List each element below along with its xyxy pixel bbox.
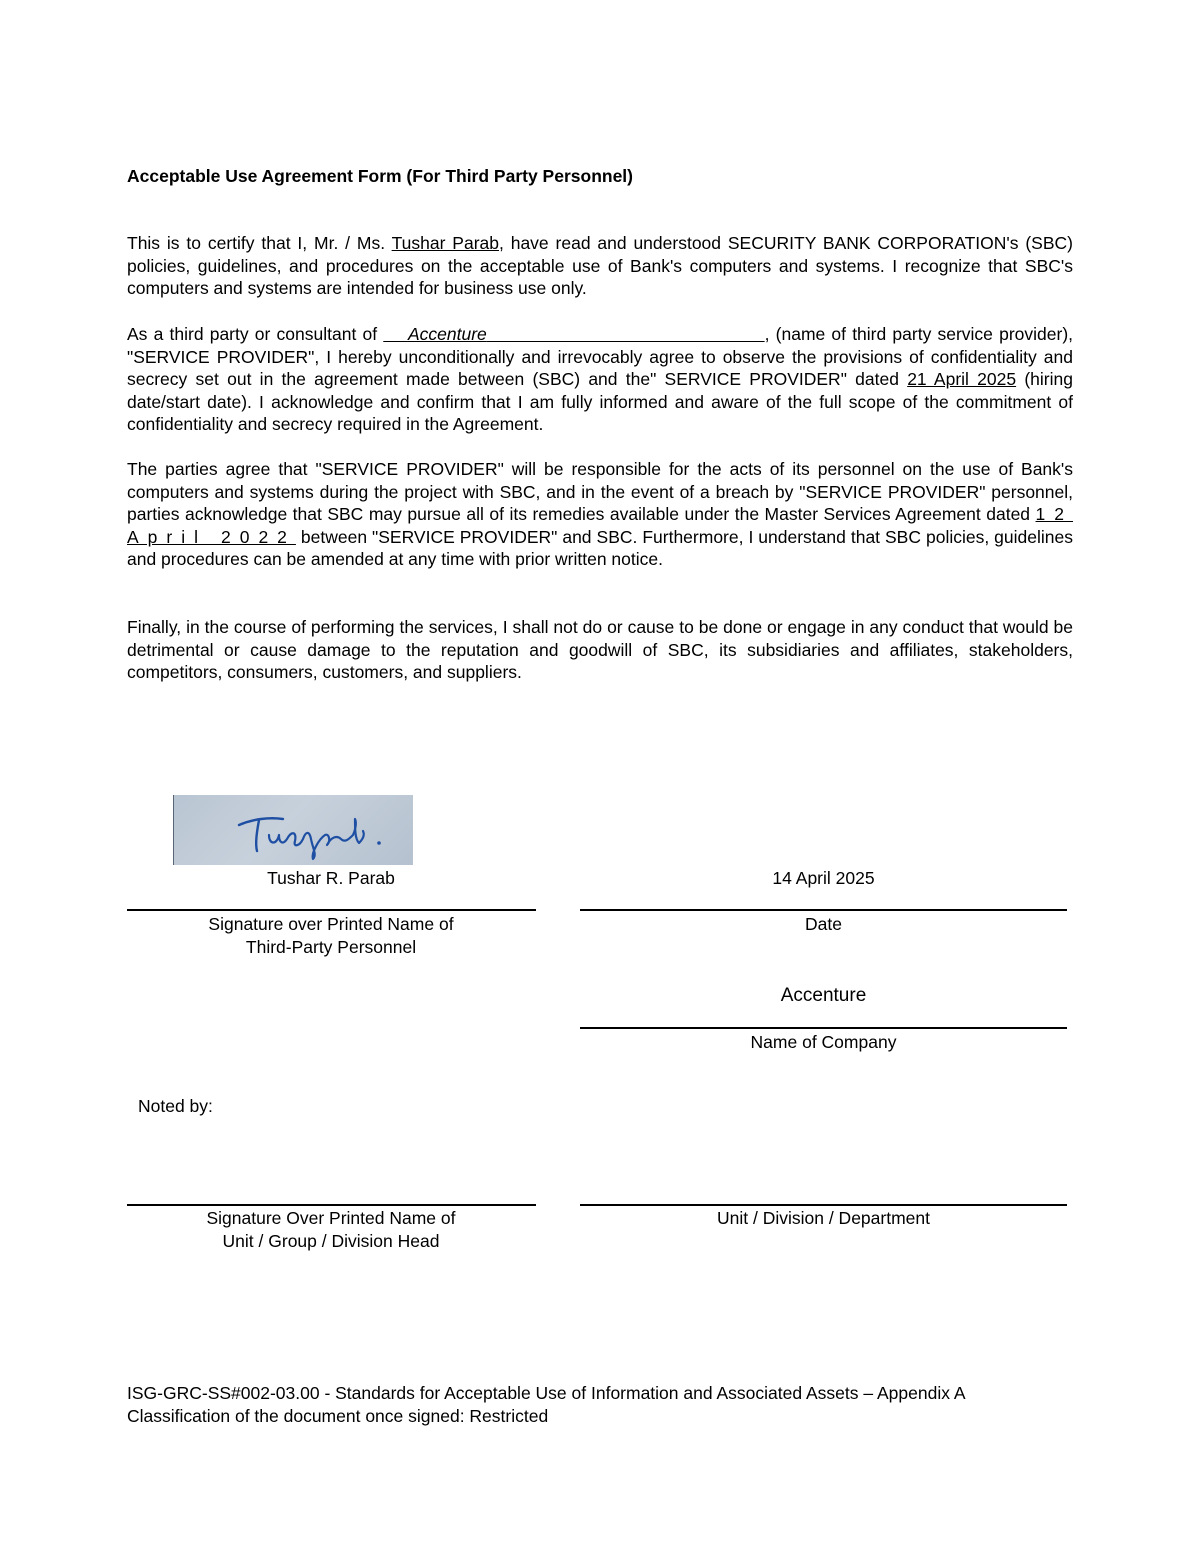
company-label: Name of Company — [750, 1032, 897, 1052]
document-reference: ISG-GRC-SS#002-03.00 - Standards for Acceptable Use of Information and Associated Assets – Appendix A — [127, 1383, 966, 1403]
start-date-fill: 21 April 2025 — [907, 369, 1017, 389]
personnel-signature-label: Signature over Printed Name of Third-Party Personnel — [208, 914, 454, 957]
document-footer — [127, 1382, 966, 1427]
division-head-signature-line — [127, 1204, 536, 1206]
personnel-printed-name: Tushar R. Parab — [267, 868, 395, 888]
company-line — [580, 1027, 1067, 1029]
date-line — [580, 909, 1067, 911]
signature-image — [173, 795, 413, 865]
signing-date-value: 14 April 2025 — [772, 868, 875, 888]
personnel-name-fill: Tushar Parab — [391, 233, 499, 253]
date-label: Date — [805, 914, 842, 934]
conduct-paragraph: Finally, in the course of performing the services, I shall not do or cause to be done or engage in any conduct that would be detrimental or cause damage to the reputation and goodwill of SBC, its subsidiaries and affiliates, stakeholders, competitors, consumers, customers, and suppliers. — [127, 617, 1073, 682]
company-name-value: Accenture — [780, 985, 867, 1006]
provider-name-fill: Accenture — [407, 324, 487, 344]
division-head-label: Signature Over Printed Name of Unit / Group / Division Head — [206, 1208, 456, 1251]
document-classification: Classification of the document once signed: Restricted — [127, 1405, 549, 1426]
noted-by-label: Noted by: — [138, 1096, 213, 1116]
msa-date-fill: 12 April 2022 — [127, 504, 1073, 547]
personnel-signature-line — [127, 909, 536, 911]
certification-paragraph: This is to certify that I, Mr. / Ms. Tushar Parab, have read and understood SECURITY BANK CORPORATION's (SBC) policies, guidelines, and procedures on the acceptable use of Bank's computers and systems. I recognize that SBC's computers and systems are intended for business use only. — [127, 233, 1073, 298]
confidentiality-paragraph: As a third party or consultant of Accenture , (name of third party service provider), "SERVICE PROVIDER", I hereby unconditionally and irrevocably agree to observe the provisions of confidentiality and secrecy set out in the agreement made between (SBC) and the" SERVICE PROVIDER" dated 21 April 2025 (hiring date/start date). I acknowledge and confirm that I am fully informed and aware of the full scope of the commitment of confidentiality and secrecy required in the Agreement. — [127, 324, 1074, 434]
document-title: Acceptable Use Agreement Form (For Third Party Personnel) — [127, 166, 633, 186]
handwritten-signature-icon — [173, 795, 413, 865]
unit-label: Unit / Division / Department — [717, 1208, 930, 1228]
responsibility-paragraph: The parties agree that "SERVICE PROVIDER" will be responsible for the acts of its personnel on the use of Bank's computers and systems during the project with SBC, and in the event of a breach by "SERVICE PROVIDER" personnel, parties acknowledge that SBC may pursue all of its remedies available under the Master Services Agreement dated 12 April 2022 between "SERVICE PROVIDER" and SBC. Furthermore, I understand that SBC policies, guidelines and procedures can be amended at any time with prior written notice. — [127, 459, 1073, 569]
unit-line — [580, 1204, 1067, 1206]
